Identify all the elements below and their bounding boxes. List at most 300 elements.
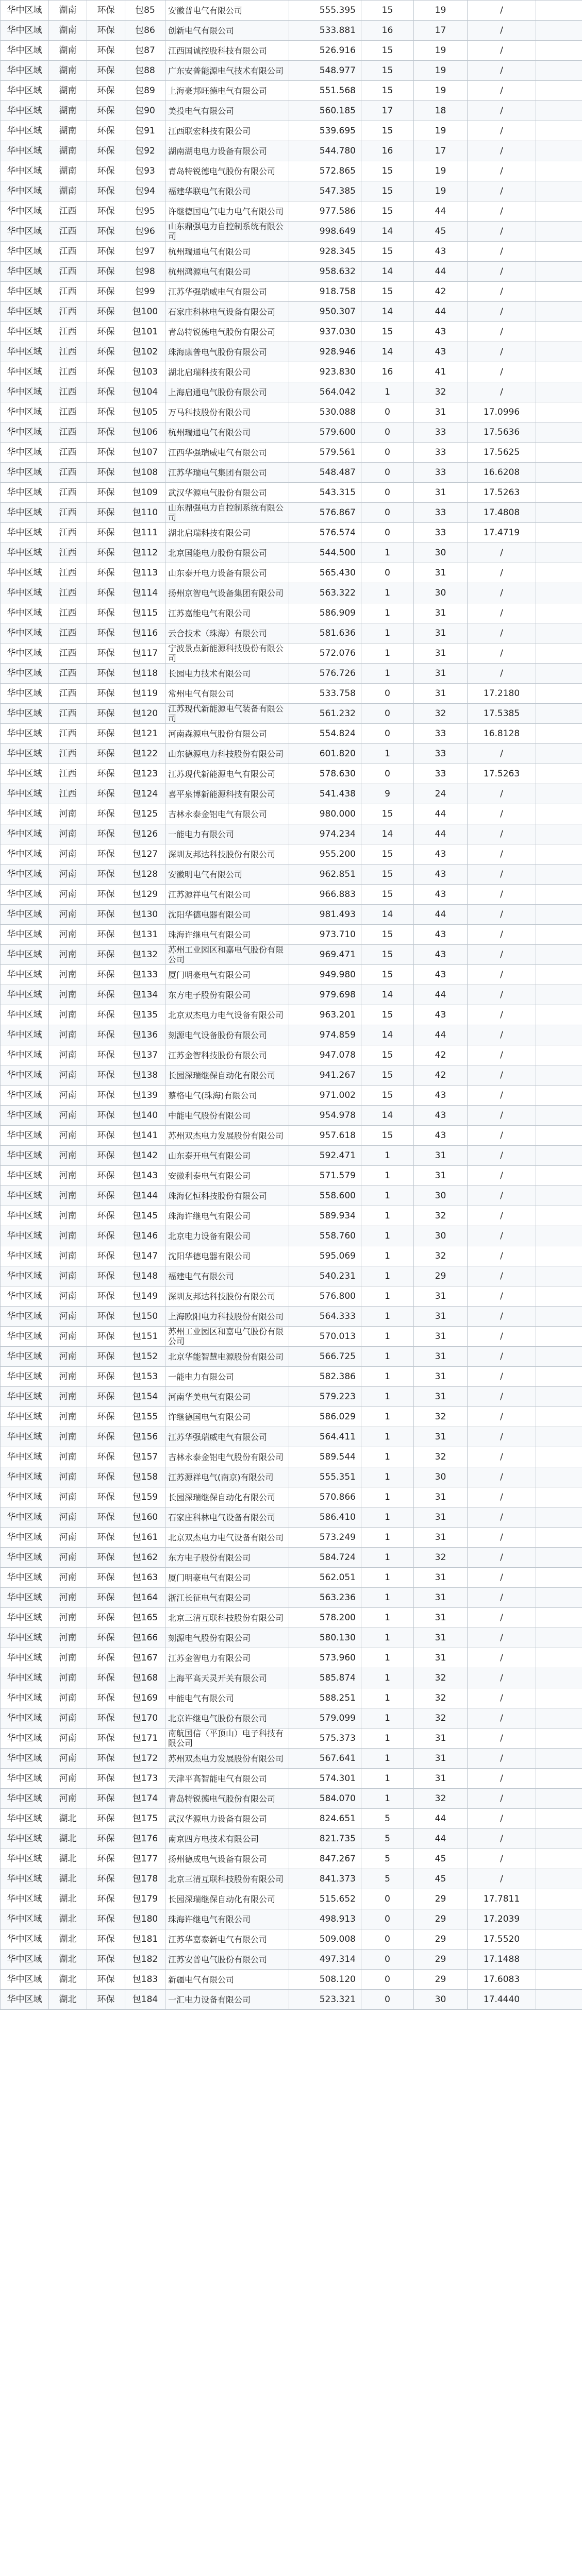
province-cell: 河南 bbox=[49, 1728, 87, 1749]
category-cell: 环保 bbox=[87, 322, 125, 342]
count-b-cell: 19 bbox=[414, 81, 468, 101]
count-a-cell: 0 bbox=[361, 503, 414, 523]
table-body bbox=[1, 1, 582, 2010]
price-cell: 547.385 bbox=[289, 181, 361, 201]
winner-cell: 创新电气有限公司 bbox=[165, 21, 289, 41]
province-cell: 河南 bbox=[49, 1528, 87, 1548]
ratio-cell: / bbox=[468, 222, 536, 242]
winner-cell: 南航国信（平顶山）电子科技有限公司 bbox=[165, 1728, 289, 1749]
region-cell: 华中区域 bbox=[1, 222, 49, 242]
count-b-cell: 18 bbox=[414, 101, 468, 121]
category-cell: 环保 bbox=[87, 1447, 125, 1467]
winner-cell: 天津平高智能电气有限公司 bbox=[165, 1769, 289, 1789]
region-cell: 华中区域 bbox=[1, 603, 49, 623]
ratio-cell: / bbox=[468, 1648, 536, 1668]
region-cell: 华中区域 bbox=[1, 664, 49, 684]
province-cell: 河南 bbox=[49, 804, 87, 824]
region-cell: 华中区域 bbox=[1, 443, 49, 463]
price-cell: 954.978 bbox=[289, 1106, 361, 1126]
winner-cell: 南京四方电技术有限公司 bbox=[165, 1829, 289, 1849]
count-a-cell: 15 bbox=[361, 1, 414, 21]
ratio-cell: / bbox=[468, 201, 536, 222]
table-row bbox=[1, 905, 582, 925]
count-a-cell: 15 bbox=[361, 41, 414, 61]
province-cell: 江西 bbox=[49, 443, 87, 463]
category-cell: 环保 bbox=[87, 1648, 125, 1668]
price-cell: 562.051 bbox=[289, 1568, 361, 1588]
winner-cell: 浙江长征电气有限公司 bbox=[165, 1588, 289, 1608]
lot-cell: 包143 bbox=[125, 1166, 165, 1186]
region-cell: 华中区域 bbox=[1, 523, 49, 543]
region-cell: 华中区域 bbox=[1, 41, 49, 61]
province-cell: 江西 bbox=[49, 664, 87, 684]
count-a-cell: 15 bbox=[361, 181, 414, 201]
ratio-cell: / bbox=[468, 664, 536, 684]
category-cell: 环保 bbox=[87, 382, 125, 402]
count-b-cell: 31 bbox=[414, 1528, 468, 1548]
region-cell: 华中区域 bbox=[1, 1889, 49, 1909]
region-cell: 华中区域 bbox=[1, 764, 49, 784]
extra-cell bbox=[536, 222, 582, 242]
region-cell: 华中区域 bbox=[1, 141, 49, 161]
region-cell: 华中区域 bbox=[1, 81, 49, 101]
category-cell: 环保 bbox=[87, 1025, 125, 1045]
count-a-cell: 1 bbox=[361, 1427, 414, 1447]
count-b-cell: 19 bbox=[414, 121, 468, 141]
region-cell: 华中区域 bbox=[1, 1929, 49, 1950]
category-cell: 环保 bbox=[87, 402, 125, 422]
table-row bbox=[1, 1889, 582, 1909]
count-b-cell: 33 bbox=[414, 724, 468, 744]
category-cell: 环保 bbox=[87, 161, 125, 181]
ratio-cell: 16.8128 bbox=[468, 724, 536, 744]
price-cell: 564.333 bbox=[289, 1307, 361, 1327]
region-cell: 华中区域 bbox=[1, 1467, 49, 1487]
table-row bbox=[1, 503, 582, 523]
extra-cell bbox=[536, 583, 582, 603]
extra-cell bbox=[536, 905, 582, 925]
price-cell: 523.321 bbox=[289, 1990, 361, 2010]
province-cell: 江西 bbox=[49, 201, 87, 222]
category-cell: 环保 bbox=[87, 503, 125, 523]
province-cell: 河南 bbox=[49, 1367, 87, 1387]
count-a-cell: 5 bbox=[361, 1829, 414, 1849]
winner-cell: 武汉华源电力设备有限公司 bbox=[165, 1809, 289, 1829]
extra-cell bbox=[536, 342, 582, 362]
ratio-cell: / bbox=[468, 101, 536, 121]
lot-cell: 包179 bbox=[125, 1889, 165, 1909]
extra-cell bbox=[536, 523, 582, 543]
category-cell: 环保 bbox=[87, 121, 125, 141]
price-cell: 579.600 bbox=[289, 422, 361, 443]
province-cell: 河南 bbox=[49, 1347, 87, 1367]
count-b-cell: 43 bbox=[414, 1126, 468, 1146]
table-row bbox=[1, 1166, 582, 1186]
lot-cell: 包137 bbox=[125, 1045, 165, 1065]
province-cell: 湖北 bbox=[49, 1990, 87, 2010]
extra-cell bbox=[536, 1065, 582, 1086]
region-cell: 华中区域 bbox=[1, 483, 49, 503]
lot-cell: 包88 bbox=[125, 61, 165, 81]
lot-cell: 包115 bbox=[125, 603, 165, 623]
lot-cell: 包108 bbox=[125, 463, 165, 483]
price-cell: 962.851 bbox=[289, 865, 361, 885]
winner-cell: 一能电力有限公司 bbox=[165, 824, 289, 844]
extra-cell bbox=[536, 1266, 582, 1286]
count-a-cell: 14 bbox=[361, 262, 414, 282]
lot-cell: 包159 bbox=[125, 1487, 165, 1507]
count-a-cell: 15 bbox=[361, 865, 414, 885]
lot-cell: 包169 bbox=[125, 1688, 165, 1708]
count-a-cell: 0 bbox=[361, 1990, 414, 2010]
count-b-cell: 33 bbox=[414, 523, 468, 543]
count-a-cell: 1 bbox=[361, 583, 414, 603]
count-a-cell: 14 bbox=[361, 302, 414, 322]
count-a-cell: 1 bbox=[361, 744, 414, 764]
table-row bbox=[1, 684, 582, 704]
table-row bbox=[1, 1126, 582, 1146]
winner-cell: 江苏源祥电气(南京)有限公司 bbox=[165, 1467, 289, 1487]
table-row bbox=[1, 563, 582, 583]
price-cell: 589.544 bbox=[289, 1447, 361, 1467]
price-cell: 498.913 bbox=[289, 1909, 361, 1929]
province-cell: 河南 bbox=[49, 1246, 87, 1266]
table-row bbox=[1, 181, 582, 201]
lot-cell: 包98 bbox=[125, 262, 165, 282]
winner-cell: 江西华强瑞威电气有限公司 bbox=[165, 443, 289, 463]
lot-cell: 包170 bbox=[125, 1708, 165, 1728]
table-row bbox=[1, 1, 582, 21]
count-b-cell: 31 bbox=[414, 1327, 468, 1347]
price-cell: 981.493 bbox=[289, 905, 361, 925]
count-a-cell: 0 bbox=[361, 704, 414, 724]
region-cell: 华中区域 bbox=[1, 1829, 49, 1849]
count-b-cell: 45 bbox=[414, 222, 468, 242]
ratio-cell: / bbox=[468, 623, 536, 643]
price-cell: 576.800 bbox=[289, 1286, 361, 1307]
table-row bbox=[1, 342, 582, 362]
count-a-cell: 15 bbox=[361, 804, 414, 824]
region-cell: 华中区域 bbox=[1, 262, 49, 282]
extra-cell bbox=[536, 1387, 582, 1407]
lot-cell: 包146 bbox=[125, 1226, 165, 1246]
category-cell: 环保 bbox=[87, 262, 125, 282]
category-cell: 环保 bbox=[87, 1507, 125, 1528]
count-b-cell: 43 bbox=[414, 1086, 468, 1106]
region-cell: 华中区域 bbox=[1, 945, 49, 965]
extra-cell bbox=[536, 784, 582, 804]
count-a-cell: 0 bbox=[361, 684, 414, 704]
region-cell: 华中区域 bbox=[1, 1909, 49, 1929]
count-a-cell: 1 bbox=[361, 1588, 414, 1608]
category-cell: 环保 bbox=[87, 242, 125, 262]
lot-cell: 包107 bbox=[125, 443, 165, 463]
winner-cell: 江苏现代新能源电气有限公司 bbox=[165, 764, 289, 784]
region-cell: 华中区域 bbox=[1, 322, 49, 342]
lot-cell: 包113 bbox=[125, 563, 165, 583]
category-cell: 环保 bbox=[87, 1487, 125, 1507]
province-cell: 河南 bbox=[49, 885, 87, 905]
table-row bbox=[1, 543, 582, 563]
count-a-cell: 1 bbox=[361, 1286, 414, 1307]
count-a-cell: 0 bbox=[361, 1950, 414, 1970]
ratio-cell: / bbox=[468, 1427, 536, 1447]
count-a-cell: 1 bbox=[361, 603, 414, 623]
ratio-cell: / bbox=[468, 965, 536, 985]
category-cell: 环保 bbox=[87, 664, 125, 684]
count-a-cell: 1 bbox=[361, 1507, 414, 1528]
winner-cell: 福建华联电气有限公司 bbox=[165, 181, 289, 201]
count-a-cell: 15 bbox=[361, 322, 414, 342]
lot-cell: 包181 bbox=[125, 1929, 165, 1950]
count-b-cell: 44 bbox=[414, 1829, 468, 1849]
table-row bbox=[1, 201, 582, 222]
price-cell: 584.070 bbox=[289, 1789, 361, 1809]
region-cell: 华中区域 bbox=[1, 724, 49, 744]
price-cell: 941.267 bbox=[289, 1065, 361, 1086]
count-b-cell: 33 bbox=[414, 463, 468, 483]
extra-cell bbox=[536, 1005, 582, 1025]
ratio-cell: / bbox=[468, 1106, 536, 1126]
extra-cell bbox=[536, 1588, 582, 1608]
table-row bbox=[1, 824, 582, 844]
table-row bbox=[1, 925, 582, 945]
lot-cell: 包106 bbox=[125, 422, 165, 443]
lot-cell: 包97 bbox=[125, 242, 165, 262]
count-a-cell: 5 bbox=[361, 1809, 414, 1829]
region-cell: 华中区域 bbox=[1, 1749, 49, 1769]
price-cell: 576.867 bbox=[289, 503, 361, 523]
category-cell: 环保 bbox=[87, 684, 125, 704]
category-cell: 环保 bbox=[87, 342, 125, 362]
price-cell: 555.395 bbox=[289, 1, 361, 21]
winner-cell: 江苏现代新能源电气装备有限公司 bbox=[165, 704, 289, 724]
winner-cell: 苏州双杰电力发展股份有限公司 bbox=[165, 1126, 289, 1146]
ratio-cell: / bbox=[468, 1367, 536, 1387]
extra-cell bbox=[536, 985, 582, 1005]
winner-cell: 河南华美电气有限公司 bbox=[165, 1387, 289, 1407]
province-cell: 湖南 bbox=[49, 1, 87, 21]
region-cell: 华中区域 bbox=[1, 362, 49, 382]
ratio-cell: / bbox=[468, 1749, 536, 1769]
ratio-cell: 17.0996 bbox=[468, 402, 536, 422]
count-a-cell: 1 bbox=[361, 1749, 414, 1769]
lot-cell: 包111 bbox=[125, 523, 165, 543]
table-row bbox=[1, 865, 582, 885]
ratio-cell: / bbox=[468, 945, 536, 965]
province-cell: 河南 bbox=[49, 844, 87, 865]
region-cell: 华中区域 bbox=[1, 302, 49, 322]
count-a-cell: 15 bbox=[361, 1126, 414, 1146]
price-cell: 539.695 bbox=[289, 121, 361, 141]
category-cell: 环保 bbox=[87, 523, 125, 543]
count-b-cell: 31 bbox=[414, 1146, 468, 1166]
winner-cell: 山东泰开电力设备有限公司 bbox=[165, 563, 289, 583]
count-a-cell: 1 bbox=[361, 1387, 414, 1407]
count-b-cell: 31 bbox=[414, 684, 468, 704]
province-cell: 河南 bbox=[49, 1688, 87, 1708]
province-cell: 河南 bbox=[49, 945, 87, 965]
table-row bbox=[1, 282, 582, 302]
category-cell: 环保 bbox=[87, 1, 125, 21]
category-cell: 环保 bbox=[87, 965, 125, 985]
category-cell: 环保 bbox=[87, 1367, 125, 1387]
extra-cell bbox=[536, 1970, 582, 1990]
category-cell: 环保 bbox=[87, 1909, 125, 1929]
region-cell: 华中区域 bbox=[1, 1226, 49, 1246]
table-row bbox=[1, 382, 582, 402]
ratio-cell: / bbox=[468, 161, 536, 181]
province-cell: 河南 bbox=[49, 1086, 87, 1106]
category-cell: 环保 bbox=[87, 1126, 125, 1146]
count-a-cell: 15 bbox=[361, 1005, 414, 1025]
count-b-cell: 44 bbox=[414, 905, 468, 925]
lot-cell: 包101 bbox=[125, 322, 165, 342]
region-cell: 华中区域 bbox=[1, 463, 49, 483]
ratio-cell: / bbox=[468, 1769, 536, 1789]
extra-cell bbox=[536, 322, 582, 342]
lot-cell: 包116 bbox=[125, 623, 165, 643]
extra-cell bbox=[536, 61, 582, 81]
region-cell: 华中区域 bbox=[1, 1086, 49, 1106]
ratio-cell: / bbox=[468, 1266, 536, 1286]
count-b-cell: 29 bbox=[414, 1266, 468, 1286]
extra-cell bbox=[536, 1126, 582, 1146]
winner-cell: 长园电力技术有限公司 bbox=[165, 664, 289, 684]
ratio-cell: / bbox=[468, 1226, 536, 1246]
price-cell: 570.013 bbox=[289, 1327, 361, 1347]
count-b-cell: 32 bbox=[414, 1206, 468, 1226]
province-cell: 河南 bbox=[49, 1327, 87, 1347]
winner-cell: 沈阳华德电器有限公司 bbox=[165, 905, 289, 925]
winner-cell: 江西联宏科技有限公司 bbox=[165, 121, 289, 141]
category-cell: 环保 bbox=[87, 804, 125, 824]
region-cell: 华中区域 bbox=[1, 1186, 49, 1206]
count-b-cell: 33 bbox=[414, 764, 468, 784]
price-cell: 847.267 bbox=[289, 1849, 361, 1869]
count-a-cell: 15 bbox=[361, 161, 414, 181]
lot-cell: 包118 bbox=[125, 664, 165, 684]
extra-cell bbox=[536, 643, 582, 664]
count-a-cell: 15 bbox=[361, 885, 414, 905]
extra-cell bbox=[536, 282, 582, 302]
extra-cell bbox=[536, 1467, 582, 1487]
winner-cell: 厦门明豪电气有限公司 bbox=[165, 965, 289, 985]
count-b-cell: 31 bbox=[414, 664, 468, 684]
extra-cell bbox=[536, 1327, 582, 1347]
winner-cell: 珠海许继电气有限公司 bbox=[165, 925, 289, 945]
province-cell: 湖北 bbox=[49, 1829, 87, 1849]
price-cell: 573.960 bbox=[289, 1648, 361, 1668]
count-a-cell: 16 bbox=[361, 21, 414, 41]
count-b-cell: 31 bbox=[414, 603, 468, 623]
extra-cell bbox=[536, 161, 582, 181]
region-cell: 华中区域 bbox=[1, 1528, 49, 1548]
province-cell: 江西 bbox=[49, 583, 87, 603]
lot-cell: 包130 bbox=[125, 905, 165, 925]
extra-cell bbox=[536, 1749, 582, 1769]
winner-cell: 深圳友邦达科技股份有限公司 bbox=[165, 1286, 289, 1307]
category-cell: 环保 bbox=[87, 362, 125, 382]
winner-cell: 北京双杰电力电气设备有限公司 bbox=[165, 1005, 289, 1025]
region-cell: 华中区域 bbox=[1, 1005, 49, 1025]
lot-cell: 包152 bbox=[125, 1347, 165, 1367]
province-cell: 江西 bbox=[49, 603, 87, 623]
category-cell: 环保 bbox=[87, 1869, 125, 1889]
lot-cell: 包147 bbox=[125, 1246, 165, 1266]
lot-cell: 包121 bbox=[125, 724, 165, 744]
table-row bbox=[1, 1106, 582, 1126]
province-cell: 江西 bbox=[49, 483, 87, 503]
region-cell: 华中区域 bbox=[1, 543, 49, 563]
province-cell: 河南 bbox=[49, 1266, 87, 1286]
winner-cell: 珠海许继电气有限公司 bbox=[165, 1909, 289, 1929]
extra-cell bbox=[536, 362, 582, 382]
count-b-cell: 17 bbox=[414, 141, 468, 161]
region-cell: 华中区域 bbox=[1, 1588, 49, 1608]
ratio-cell: / bbox=[468, 262, 536, 282]
ratio-cell: / bbox=[468, 1548, 536, 1568]
extra-cell bbox=[536, 1829, 582, 1849]
lot-cell: 包163 bbox=[125, 1568, 165, 1588]
count-a-cell: 1 bbox=[361, 1226, 414, 1246]
table-row bbox=[1, 1246, 582, 1266]
price-cell: 947.078 bbox=[289, 1045, 361, 1065]
count-b-cell: 32 bbox=[414, 1548, 468, 1568]
province-cell: 湖南 bbox=[49, 121, 87, 141]
count-b-cell: 44 bbox=[414, 201, 468, 222]
region-cell: 华中区域 bbox=[1, 101, 49, 121]
extra-cell bbox=[536, 1789, 582, 1809]
extra-cell bbox=[536, 1869, 582, 1889]
category-cell: 环保 bbox=[87, 302, 125, 322]
lot-cell: 包91 bbox=[125, 121, 165, 141]
table-row bbox=[1, 1929, 582, 1950]
region-cell: 华中区域 bbox=[1, 1869, 49, 1889]
price-cell: 584.724 bbox=[289, 1548, 361, 1568]
winner-cell: 云合技术（珠海）有限公司 bbox=[165, 623, 289, 643]
table-row bbox=[1, 222, 582, 242]
lot-cell: 包180 bbox=[125, 1909, 165, 1929]
category-cell: 环保 bbox=[87, 1307, 125, 1327]
lot-cell: 包86 bbox=[125, 21, 165, 41]
lot-cell: 包165 bbox=[125, 1608, 165, 1628]
extra-cell bbox=[536, 1688, 582, 1708]
province-cell: 河南 bbox=[49, 824, 87, 844]
extra-cell bbox=[536, 503, 582, 523]
count-b-cell: 31 bbox=[414, 1628, 468, 1648]
lot-cell: 包177 bbox=[125, 1849, 165, 1869]
lot-cell: 包156 bbox=[125, 1427, 165, 1447]
category-cell: 环保 bbox=[87, 784, 125, 804]
count-a-cell: 1 bbox=[361, 1708, 414, 1728]
ratio-cell: / bbox=[468, 121, 536, 141]
count-b-cell: 31 bbox=[414, 1387, 468, 1407]
province-cell: 湖南 bbox=[49, 21, 87, 41]
price-cell: 824.651 bbox=[289, 1809, 361, 1829]
count-a-cell: 15 bbox=[361, 945, 414, 965]
lot-cell: 包149 bbox=[125, 1286, 165, 1307]
region-cell: 华中区域 bbox=[1, 844, 49, 865]
table-row bbox=[1, 302, 582, 322]
count-a-cell: 14 bbox=[361, 222, 414, 242]
extra-cell bbox=[536, 1226, 582, 1246]
category-cell: 环保 bbox=[87, 844, 125, 865]
winner-cell: 北京双杰电力电气设备有限公司 bbox=[165, 1528, 289, 1548]
category-cell: 环保 bbox=[87, 1065, 125, 1086]
winner-cell: 上海欧阳电力科技股份有限公司 bbox=[165, 1307, 289, 1327]
province-cell: 江西 bbox=[49, 282, 87, 302]
